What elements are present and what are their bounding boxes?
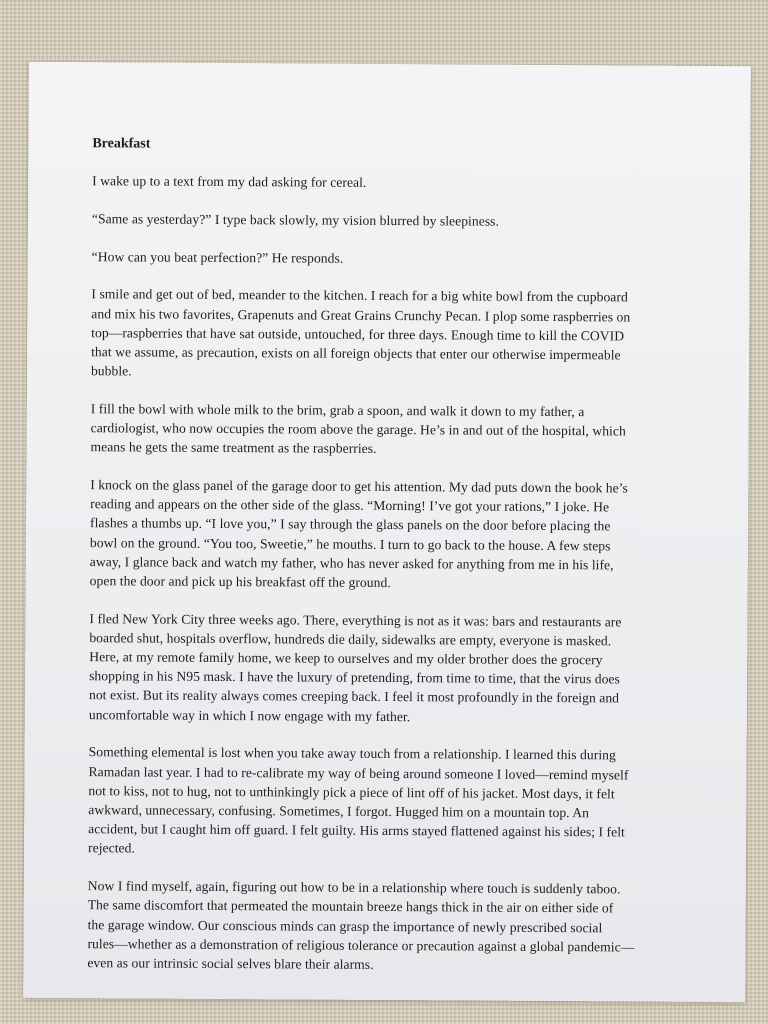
paragraph-8: Something elemental is lost when you take away touch from a relationship. I learned this during Ramadan last year. I had to re-calibrate my way of being around someone I loved—remind myself not to kiss, not to hug, not to unthinkingly pick a piece of lint off of his jacket. Most days, it felt awkward, unnecessary, confusing. Sometimes, I forgot. Hugged him on a mountain top. An accident, but I caught him off guard. I felt guilty. His arms stayed flattened against his sides; I felt rejected. [88,744,629,856]
paper-sheet [23,62,751,1002]
paragraph-9: Now I find myself, again, figuring out how to be in a relationship where touch is suddenly taboo. The same discomfort that permeated the mountain breeze hangs thick in the air on either side of the garage window. Our conscious minds can grasp the importance of newly prescribed social rules—whether as a demonstration of religious tolerance or precaution against a global pandemic— even as our intrinsic social selves blare their alarms. [87,878,635,972]
document-title: Breakfast [92,136,151,152]
paragraph-3: “How can you beat perfection?” He responds. [91,248,344,266]
paragraph-5: I fill the bowl with whole milk to the brim, grab a spoon, and walk it down to my father, a cardiologist, who now occupies the room above the garage. He’s in and out of the hospital, which means he gets the same treatment as the raspberries. [90,401,626,457]
paragraph-1: I wake up to a text from my dad asking for cereal. [92,173,367,191]
paragraph-2: “Same as yesterday?” I type back slowly, my vision blurred by sleepiness. [91,211,500,229]
paragraph-6: I knock on the glass panel of the garage door to get his attention. My dad puts down the book he’s reading and appears on the other side of the glass. “Morning! I’ve got your rations,” I joke. He flashes a thumbs up. “I love you,” I say through the glass panels on the door before placing the bowl on the ground. “You too, Sweetie,” he mouths. I turn to go back to the house. A few steps away, I glance back and watch my father, who has never asked for anything from me in his life, open the door and pick up his breakfast off the ground. [89,477,628,590]
paragraph-4: I smile and get out of bed, meander to the kitchen. I reach for a big white bowl from the cupboard and mix his two favorites, Grapenuts and Great Grains Crunchy Pecan. I plop some raspberries on top—raspberries that have sat outside, untouched, for three days. Enough time to kill the COVID that we assume, as precaution, exists on all foreign objects that enter our otherwise impermeable bubble. [90,286,631,379]
paragraph-7: I fled New York City three weeks ago. There, everything is not as it was: bars and restaurants are boarded shut, hospitals overflow, hundreds die daily, sidewalks are empty, everyone is masked. Here, at my remote family home, we keep to ourselves and my older brother does the grocery shopping in his N95 mask. I have the luxury of pretending, from time to time, that the virus does not exist. But its reality always comes creeping back. I feel it most profoundly in the foreign and uncomfortable way in which I now engage with my father. [88,610,622,724]
document-body [87,134,722,994]
